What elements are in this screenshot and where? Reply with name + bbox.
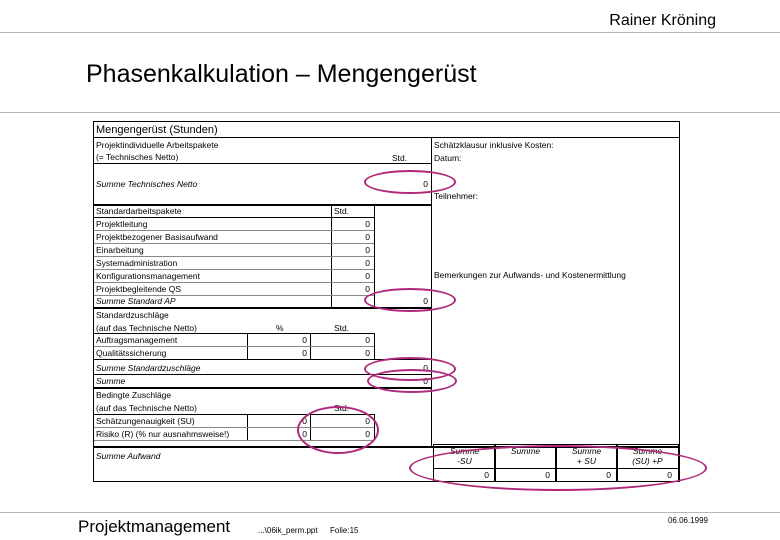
total-value: 0	[484, 470, 489, 480]
surcharges-total-value: 0	[423, 376, 428, 386]
standard-sum-label: Summe Standard AP	[96, 296, 176, 306]
conditional-row-pct: 0	[302, 429, 307, 439]
standard-row-value: 0	[365, 232, 370, 242]
footer-date: 06.06.1999	[667, 516, 708, 525]
divider	[94, 243, 374, 244]
surcharges-sum-value: 0	[423, 363, 428, 373]
conditional-row-label: Schätzungenauigkeit (SU)	[96, 416, 195, 426]
divider	[94, 282, 374, 283]
divider	[94, 230, 374, 231]
total-label: Summe	[571, 446, 602, 456]
surcharge-row-pct: 0	[302, 348, 307, 358]
standard-row-label: Konfigurationsmanagement	[96, 271, 200, 281]
surcharges-sum-label: Summe Standardzuschläge	[96, 363, 201, 373]
slide-title: Phasenkalkulation – Mengengerüst	[86, 60, 477, 88]
total-sublabel: + SU	[576, 456, 597, 466]
standard-row-value: 0	[365, 258, 370, 268]
total-sublabel: -SU	[457, 456, 472, 466]
total-value: 0	[606, 470, 611, 480]
date-label: Datum:	[434, 153, 462, 163]
divider	[94, 333, 374, 334]
project-sum-value: 0	[423, 179, 428, 189]
conditional-row-label: Risiko (R) (% nur ausnahmsweise!)	[96, 429, 230, 439]
highlight-circle	[367, 369, 457, 393]
sheet-title: Mengengerüst (Stunden)	[96, 124, 218, 136]
estimate-heading: Schätzklausur inklusive Kosten:	[434, 140, 554, 150]
surcharge-row-value: 0	[365, 335, 370, 345]
divider	[94, 346, 374, 347]
footer-rule	[0, 512, 780, 513]
standard-row-value: 0	[365, 271, 370, 281]
divider	[94, 217, 374, 218]
project-heading: Projektindividuelle Arbeitspakete	[96, 140, 219, 150]
surcharges-heading: Standardzuschläge	[96, 310, 169, 320]
conditional-row-pct: 0	[302, 416, 307, 426]
author-name: Rainer Kröning	[609, 12, 716, 29]
divider	[94, 137, 679, 138]
conditional-row-value: 0	[365, 416, 370, 426]
standard-row-label: Systemadministration	[96, 258, 178, 268]
highlight-circle	[409, 445, 707, 491]
standard-row-label: Projektbegleitende QS	[96, 284, 182, 294]
project-sum-label: Summe Technisches Netto	[96, 179, 198, 189]
title-rule	[0, 112, 780, 113]
standard-heading: Standardarbeitspakete	[96, 206, 182, 216]
footer-course: Projektmanagement	[78, 517, 231, 536]
header-rule	[0, 32, 780, 33]
standard-row-value: 0	[365, 284, 370, 294]
surcharges-subheading: (auf das Technische Netto)	[96, 323, 197, 333]
project-subheading: (= Technisches Netto)	[96, 152, 179, 162]
surcharges-total-label: Summe	[96, 376, 126, 386]
conditional-subheading: (auf das Technische Netto)	[96, 403, 197, 413]
total-label: Summe	[632, 446, 663, 456]
footer-file: ...\06ik_perm.ppt	[258, 526, 318, 535]
standard-row-value: 0	[365, 245, 370, 255]
standard-row-label: Projektbezogener Basisaufwand	[96, 232, 218, 242]
participants-label: Teilnehmer:	[434, 191, 478, 201]
total-label: Summe	[449, 446, 480, 456]
surcharge-row-label: Qualitätssicherung	[96, 348, 167, 358]
footer-page: Folie:15	[330, 526, 359, 535]
standard-row-label: Einarbeitung	[96, 245, 144, 255]
grid-line	[374, 333, 375, 359]
surcharge-row-label: Auftragsmanagement	[96, 335, 178, 345]
total-value: 0	[667, 470, 672, 480]
divider	[94, 256, 374, 257]
total-value: 0	[545, 470, 550, 480]
standard-row-label: Projektleitung	[96, 219, 148, 229]
standard-unit: Std.	[334, 206, 350, 216]
conditional-unit: Std.	[334, 403, 350, 413]
total-sublabel: (SU) +P	[632, 456, 663, 466]
surcharges-unit: Std.	[334, 323, 350, 333]
project-unit: Std.	[392, 153, 408, 163]
divider	[94, 163, 431, 164]
highlight-circle	[364, 170, 456, 194]
conditional-row-value: 0	[365, 429, 370, 439]
highlight-circle	[364, 288, 456, 312]
total-label: Summe	[510, 446, 541, 456]
highlight-circle	[297, 406, 379, 454]
total-effort-label: Summe Aufwand	[96, 451, 161, 461]
divider	[94, 269, 374, 270]
standard-sum-value: 0	[423, 296, 428, 306]
remarks-heading: Bemerkungen zur Aufwands- und Kostenermittlung	[434, 270, 626, 280]
surcharge-row-pct: 0	[302, 335, 307, 345]
standard-row-value: 0	[365, 219, 370, 229]
surcharges-pct-unit: %	[276, 323, 284, 333]
surcharge-row-value: 0	[365, 348, 370, 358]
conditional-heading: Bedingte Zuschläge	[96, 390, 172, 400]
